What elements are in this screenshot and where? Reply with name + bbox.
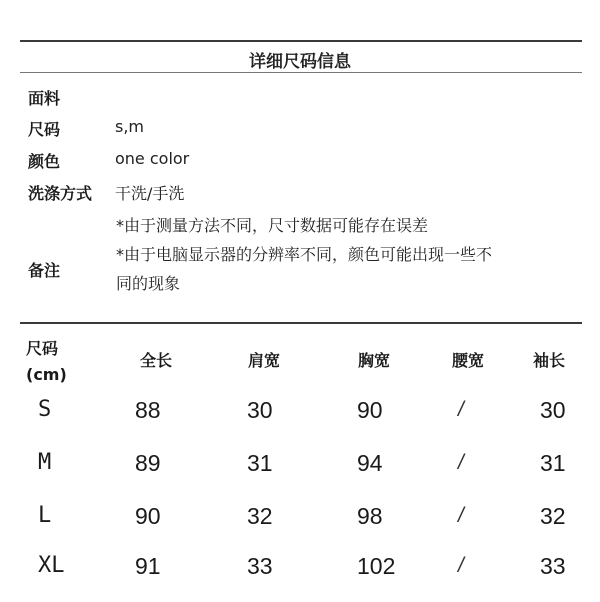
cell-chest: 94 [357, 450, 383, 476]
header-size-unit: (cm) [26, 365, 67, 384]
header-size-label: 尺码 [26, 339, 59, 358]
cell-waist: / [458, 504, 464, 527]
cell-shoulder: 33 [247, 553, 273, 579]
washing-value: 干洗/手洗 [115, 184, 185, 203]
cell-chest: 98 [357, 503, 383, 529]
cell-shoulder: 31 [247, 450, 273, 476]
cell-size: M [38, 450, 52, 475]
title-divider [20, 72, 582, 73]
color-value: one color [115, 149, 190, 168]
note-line-1: *由于测量方法不同，尺寸数据可能存在误差 [116, 216, 429, 235]
cell-length: 91 [135, 553, 161, 579]
cell-chest: 102 [357, 553, 396, 579]
header-shoulder: 肩宽 [248, 351, 281, 370]
cell-sleeve: 31 [540, 450, 566, 476]
cell-sleeve: 33 [540, 553, 566, 579]
header-size [26, 336, 67, 388]
top-rule [20, 40, 582, 42]
size-value: s,m [115, 117, 145, 136]
header-chest: 胸宽 [358, 351, 391, 370]
note-line-2: *由于电脑显示器的分辨率不同，颜色可能出现一些不 [116, 245, 493, 264]
cell-waist: / [458, 398, 464, 421]
header-sleeve: 袖长 [533, 351, 566, 370]
cell-size: S [38, 397, 52, 422]
cell-shoulder: 32 [247, 503, 273, 529]
color-label: 颜色 [28, 152, 61, 171]
cell-waist: / [458, 451, 464, 474]
header-length: 全长 [140, 351, 173, 370]
cell-size: XL [38, 553, 65, 578]
cell-sleeve: 32 [540, 503, 566, 529]
note-line-3: 同的现象 [116, 274, 181, 293]
header-waist: 腰宽 [452, 351, 485, 370]
size-label: 尺码 [28, 120, 61, 139]
table-top-rule [20, 322, 582, 324]
washing-label: 洗涤方式 [28, 184, 93, 203]
cell-length: 90 [135, 503, 161, 529]
cell-length: 88 [135, 397, 161, 423]
cell-shoulder: 30 [247, 397, 273, 423]
cell-chest: 90 [357, 397, 383, 423]
cell-waist: / [458, 554, 464, 577]
notes-label: 备注 [28, 261, 61, 280]
fabric-label: 面料 [28, 89, 61, 108]
cell-sleeve: 30 [540, 397, 566, 423]
cell-length: 89 [135, 450, 161, 476]
cell-size: L [38, 503, 52, 528]
page-title: 详细尺码信息 [249, 52, 351, 72]
